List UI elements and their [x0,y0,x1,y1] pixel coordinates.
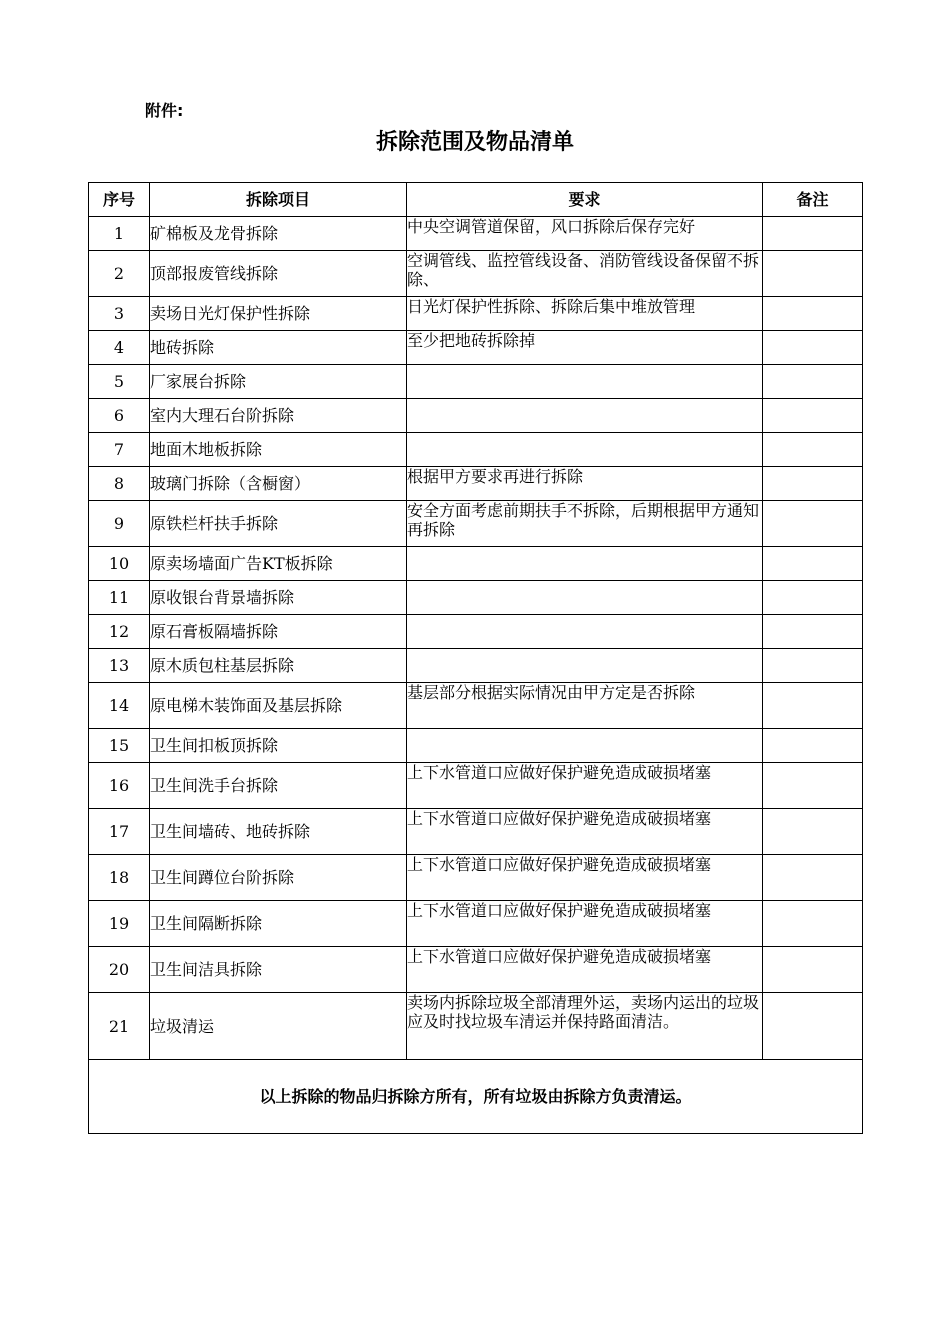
table-row [89,365,863,399]
demolition-list-table [88,182,863,1134]
table-row [89,433,863,467]
row-note [763,581,863,615]
footer-note: 以上拆除的物品归拆除方所有，所有垃圾由拆除方负责清运。 [89,1060,863,1134]
row-requirement: 卖场内拆除垃圾全部清理外运，卖场内运出的垃圾应及时找垃圾车清运并保持路面清洁。 [407,993,763,1060]
header-item: 拆除项目 [150,183,407,217]
row-note [763,467,863,501]
row-requirement [407,547,763,581]
row-no: 15 [89,729,150,763]
row-item: 卖场日光灯保护性拆除 [150,297,407,331]
table-row [89,297,863,331]
row-item: 原铁栏杆扶手拆除 [150,501,407,547]
row-item: 原木质包柱基层拆除 [150,649,407,683]
row-item: 卫生间洗手台拆除 [150,763,407,809]
row-item: 垃圾清运 [150,993,407,1060]
row-requirement [407,433,763,467]
row-no: 2 [89,251,150,297]
row-no: 11 [89,581,150,615]
row-requirement: 安全方面考虑前期扶手不拆除，后期根据甲方通知再拆除 [407,501,763,547]
row-note [763,331,863,365]
row-note [763,251,863,297]
row-no: 17 [89,809,150,855]
row-note [763,433,863,467]
row-item: 卫生间扣板顶拆除 [150,729,407,763]
table-row [89,217,863,251]
header-note: 备注 [763,183,863,217]
row-item: 厂家展台拆除 [150,365,407,399]
row-note [763,649,863,683]
row-item: 卫生间墙砖、地砖拆除 [150,809,407,855]
row-item: 原电梯木装饰面及基层拆除 [150,683,407,729]
row-item: 矿棉板及龙骨拆除 [150,217,407,251]
table-row [89,547,863,581]
row-item: 顶部报废管线拆除 [150,251,407,297]
row-note [763,683,863,729]
table-row [89,855,863,901]
row-note [763,855,863,901]
row-no: 7 [89,433,150,467]
row-requirement: 至少把地砖拆除掉 [407,331,763,365]
row-requirement: 中央空调管道保留，风口拆除后保存完好 [407,217,763,251]
row-item: 卫生间洁具拆除 [150,947,407,993]
row-note [763,947,863,993]
row-note [763,901,863,947]
table-row [89,467,863,501]
row-note [763,365,863,399]
header-requirement: 要求 [407,183,763,217]
document-title: 拆除范围及物品清单 [375,130,574,155]
row-no: 13 [89,649,150,683]
row-no: 18 [89,855,150,901]
row-no: 8 [89,467,150,501]
row-item: 原卖场墙面广告KT板拆除 [150,547,407,581]
row-item: 地面木地板拆除 [150,433,407,467]
row-note [763,547,863,581]
row-item: 原收银台背景墙拆除 [150,581,407,615]
row-requirement: 空调管线、监控管线设备、消防管线设备保留不拆除、 [407,251,763,297]
table-row [89,251,863,297]
row-requirement: 上下水管道口应做好保护避免造成破损堵塞 [407,947,763,993]
row-requirement [407,615,763,649]
row-note [763,615,863,649]
row-requirement: 上下水管道口应做好保护避免造成破损堵塞 [407,809,763,855]
row-note [763,399,863,433]
table-row [89,947,863,993]
table-row [89,901,863,947]
table-row [89,729,863,763]
row-requirement [407,649,763,683]
row-note [763,501,863,547]
row-no: 1 [89,217,150,251]
row-requirement [407,581,763,615]
row-no: 5 [89,365,150,399]
row-requirement [407,399,763,433]
table-row [89,649,863,683]
table-row [89,581,863,615]
row-note [763,993,863,1060]
row-note [763,729,863,763]
row-requirement: 上下水管道口应做好保护避免造成破损堵塞 [407,855,763,901]
table-footer-row [89,1060,863,1134]
row-no: 21 [89,993,150,1060]
row-requirement: 根据甲方要求再进行拆除 [407,467,763,501]
row-no: 20 [89,947,150,993]
row-item: 玻璃门拆除（含橱窗） [150,467,407,501]
row-no: 6 [89,399,150,433]
table-row [89,399,863,433]
row-note [763,297,863,331]
table-row [89,331,863,365]
row-note [763,763,863,809]
row-requirement: 日光灯保护性拆除、拆除后集中堆放管理 [407,297,763,331]
table-row [89,501,863,547]
table-row [89,993,863,1060]
row-requirement: 上下水管道口应做好保护避免造成破损堵塞 [407,901,763,947]
row-item: 卫生间隔断拆除 [150,901,407,947]
row-requirement [407,729,763,763]
header-no: 序号 [89,183,150,217]
row-item: 原石膏板隔墙拆除 [150,615,407,649]
row-item: 室内大理石台阶拆除 [150,399,407,433]
row-requirement: 上下水管道口应做好保护避免造成破损堵塞 [407,763,763,809]
row-no: 3 [89,297,150,331]
row-no: 16 [89,763,150,809]
row-no: 14 [89,683,150,729]
table-header-row [89,183,863,217]
row-requirement: 基层部分根据实际情况由甲方定是否拆除 [407,683,763,729]
row-no: 19 [89,901,150,947]
row-no: 9 [89,501,150,547]
attachment-label: 附件: [145,101,184,120]
table-row [89,683,863,729]
table-row [89,809,863,855]
row-note [763,217,863,251]
row-item: 卫生间蹲位台阶拆除 [150,855,407,901]
table-row [89,615,863,649]
table-row [89,763,863,809]
row-no: 12 [89,615,150,649]
row-item: 地砖拆除 [150,331,407,365]
row-no: 4 [89,331,150,365]
row-note [763,809,863,855]
row-requirement [407,365,763,399]
row-no: 10 [89,547,150,581]
